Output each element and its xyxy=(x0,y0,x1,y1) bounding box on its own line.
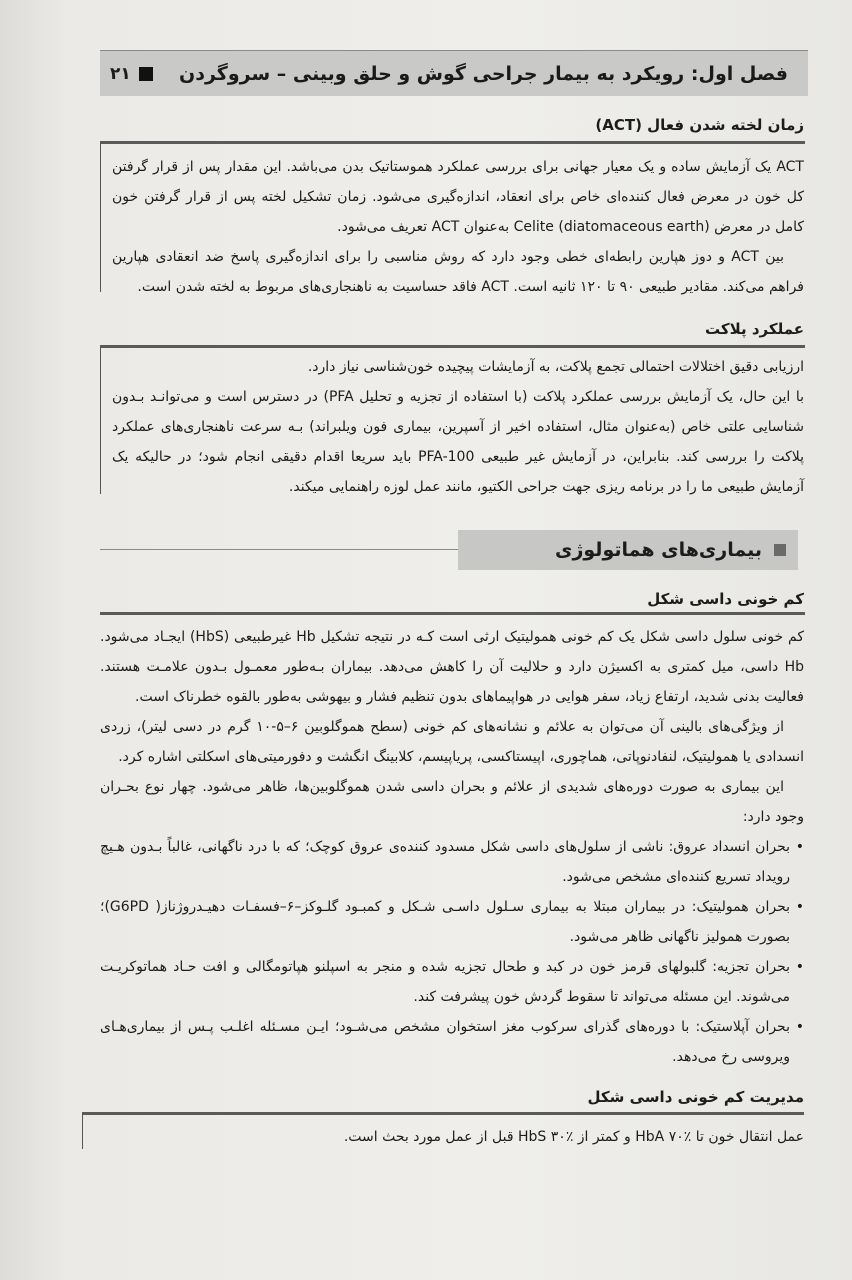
hematology-section-banner xyxy=(458,530,798,570)
management-heading: مدیریت کم خونی داسی شکل xyxy=(587,1088,804,1106)
sickle-body xyxy=(100,622,804,1072)
running-header xyxy=(100,50,808,96)
management-text: عمل انتقال خون تا ٪۷۰ HbA و کمتر از ٪۳۰ HbS قبل از عمل مورد بحث است. xyxy=(343,1129,804,1145)
chapter-running-title: فصل اول: رویکرد به بیمار جراحی گوش و حلق وبینی – سروگردن xyxy=(179,62,788,85)
management-body xyxy=(96,1122,804,1152)
square-marker-icon xyxy=(774,544,786,556)
platelet-heading-rule xyxy=(100,345,805,348)
act-paragraph-2: بین ACT و دوز هپارین رابطه‌ای خطی وجود دارد که روش مناسبی را برای اندازه‌گیری پاسخ ضد انعقادی هپارین فراهم می‌کند. مقادیر طبیعی ۹۰ تا ۱۲۰ ثانیه است. ACT فاقد حساسیت به ناهنجاری‌های مربوط به لخته شدن است. xyxy=(112,249,804,295)
hematology-title: بیماری‌های هماتولوژی xyxy=(555,539,762,561)
sickle-heading-rule xyxy=(100,612,805,615)
page-number-group xyxy=(100,64,153,84)
act-paragraph-1: ACT یک آزمایش ساده و یک معیار جهانی برای بررسی عملکرد هموستاتیک بدن می‌باشد. این مقدار پس از قرار گرفتن کل خون در معرض فعال کننده‌ای خاص برای انعقاد، اندازه‌گیری می‌شود. زمان تشکیل لخته پس از قرار گرفتن خون کامل در معرض (diatomaceous earth) Celite به‌عنوان ACT تعریف می‌شود. xyxy=(112,159,804,235)
sickle-paragraph-1: کم خونی سلول داسی شکل یک کم خونی همولیتیک ارثی است کـه در نتیجه تشکیل Hb غیرطبیعی (HbS) ایجـاد می‌شود. Hb داسی، میل کمتری به اکسیژن دارد و حلالیت آن را کاهش می‌دهد. بیماران بـه‌طور معمـول بـدون علامـت هستند. فعالیت بدنی شدید، ارتفاع زیاد، سفر هوایی در هواپیماهای بدون تنظیم فشار و بیهوشی به‌طور بالقوه خطرناک است. xyxy=(100,629,804,705)
platelet-side-line xyxy=(100,346,101,494)
list-item: • بحران همولیتیک: در بیماران مبتلا به بیماری سـلول داسـی شـکل و کمبـود گلـوکز–۶–فسفـات دهیـدروژناز( G6PD)؛ بصورت همولیز ناگهانی ظاهر می‌شود. xyxy=(100,892,804,952)
platelet-heading: عملکرد پلاکت xyxy=(704,320,804,338)
list-item: • بحران تجزیه: گلبولهای قرمز خون در کبد و طحال تجزیه شده و منجر به اسپلنو هپاتومگالی و افت حـاد هماتوکریـت می‌شوند. این مسئله می‌تواند تا سقوط گردش خون پیشرفت کند. xyxy=(100,952,804,1012)
act-body xyxy=(112,152,804,302)
list-item: • بحران آپلاستیک: با دوره‌های گذرای سرکوب مغز استخوان مشخص می‌شـود؛ ایـن مسـئله اغلـب پـس از بیماری‌هـای ویروسی رخ می‌دهد. xyxy=(100,1012,804,1072)
sickle-heading: کم خونی داسی شکل xyxy=(647,590,804,608)
sickle-paragraph-2: از ویژگی‌های بالینی آن می‌توان به علائم و نشانه‌های کم خونی (سطح هموگلوبین ۶–۵-۱۰ گرم در دسی لیتر)، زردی انسدادی یا همولیتیک، لنفادنوپاتی، هماچوری، اپیستاکسی، پریاپیسم، کلابینگ انگشت و دفورمیتی‌های اسکلتی اشاره کرد. xyxy=(100,719,804,765)
platelet-body xyxy=(112,352,804,502)
sickle-paragraph-3: این بیماری به صورت دوره‌های شدیدی از علائم و بحران داسی شدن هموگلوبین‌ها، ظاهر می‌شود. چهار نوع بحـران وجود دارد: xyxy=(100,779,804,825)
management-heading-rule xyxy=(82,1112,804,1115)
act-heading: زمان لخته شدن فعال (ACT) xyxy=(595,116,804,134)
crisis-list xyxy=(100,832,804,1072)
page-number: ۲۱ xyxy=(110,63,131,84)
act-heading-rule xyxy=(100,141,805,144)
chapter-leader-line xyxy=(100,549,458,550)
list-item: • بحران انسداد عروق: ناشی از سلول‌های داسی شکل مسدود کننده‌ی عروق کوچک؛ که با درد ناگهانی، غالباً بـدون هـیچ رویداد تسریع کننده‌ای مشخص می‌شود. xyxy=(100,832,804,892)
act-side-line xyxy=(100,142,101,292)
platelet-paragraph-2: با این حال، یک آزمایش بررسی عملکرد پلاکت (با استفاده از تجزیه و تحلیل PFA) در دسترس است و می‌توانـد بـدون شناسایی علتی خاص (به‌عنوان مثال، استفاده اخیر از آسپرین، بیماری فون ویلبراند) بـه سرعت ناهنجاری‌های عملکرد پلاکت را بررسی کند. بنابراین، در آزمایش غیر طبیعی PFA-100 باید سریعا اقدام دقیقی انجام شود؛ در حالیکه یک آزمایش طبیعی ما را در برنامه ریزی جهت جراحی الکتیو، مانند عمل لوزه راهنمایی میکند. xyxy=(112,389,804,495)
management-side-line xyxy=(82,1113,83,1149)
square-marker-icon xyxy=(139,67,153,81)
platelet-paragraph-1: ارزیابی دقیق اختلالات احتمالی تجمع پلاکت، به آزمایشات پیچیده خون‌شناسی نیاز دارد. xyxy=(307,359,804,375)
